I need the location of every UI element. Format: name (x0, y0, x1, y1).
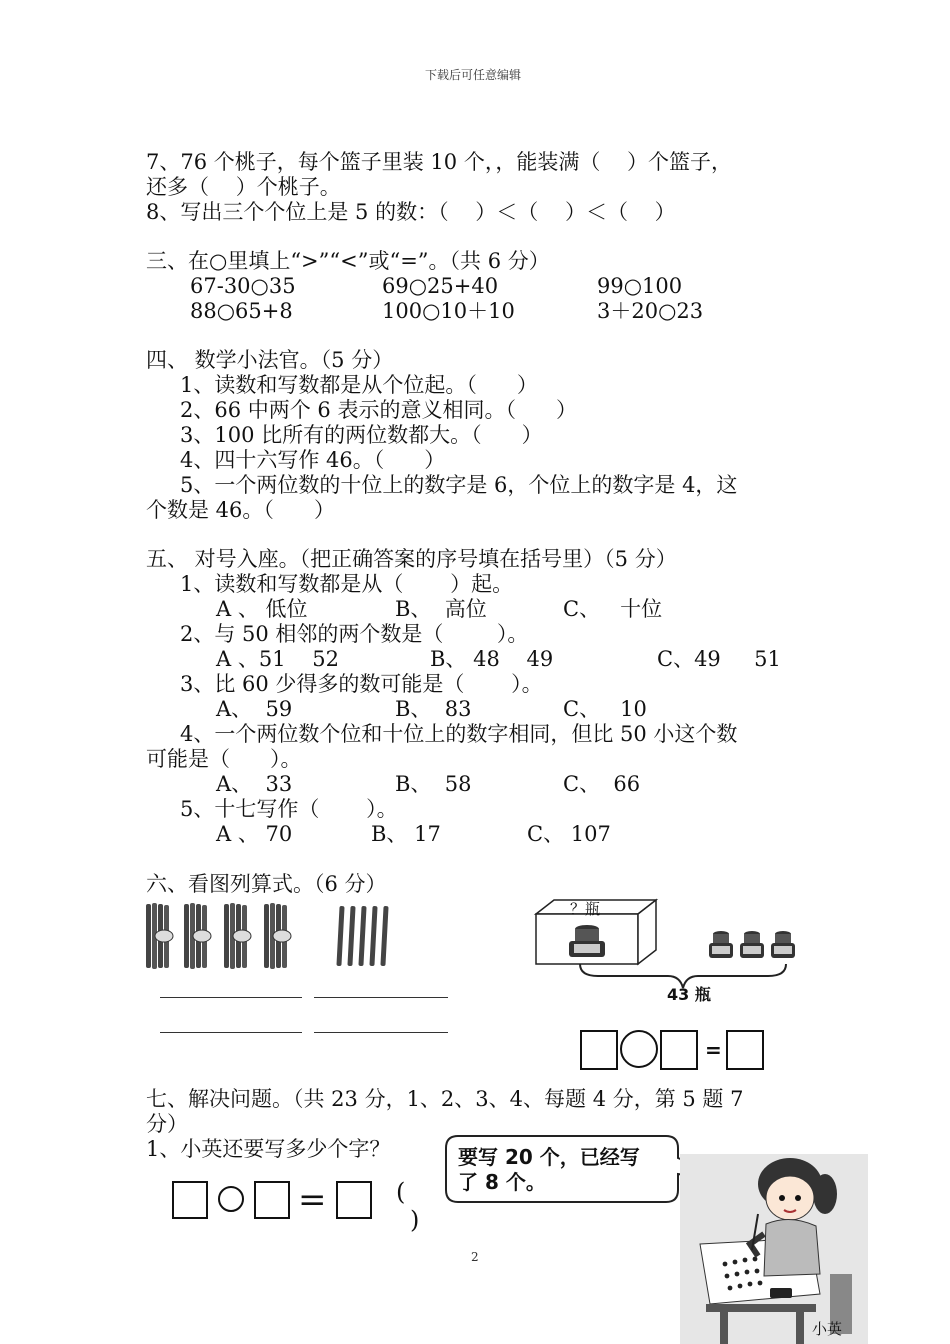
paren-close: ) (410, 1206, 420, 1234)
question-7-line1: 7、76 个桃子，每个篮子里装 10 个，，能装满（ ）个篮子， (146, 150, 733, 174)
choice-option: C、 十位 (563, 597, 663, 621)
choice-option: B、 高位 (395, 597, 487, 621)
section-7-title-continued: 分） (146, 1112, 188, 1136)
answer-box[interactable] (726, 1030, 764, 1070)
choice-option: B、 83 (395, 697, 472, 721)
stick-bundle-icon (184, 903, 211, 969)
answer-blank[interactable] (160, 997, 302, 998)
ink-bottle-icon (740, 931, 764, 958)
choice-question-continued: 可能是（ ）。 (146, 747, 302, 771)
girl-name-label: 小英 (812, 1320, 843, 1338)
judge-item: 2、66 中两个 6 表示的意义相同。（ ） (180, 398, 578, 422)
stick-bundle-icon (264, 903, 291, 969)
answer-blank[interactable] (160, 1032, 302, 1033)
ink-bottle-icon (771, 931, 795, 958)
judge-item: 1、读数和写数都是从个位起。（ ） (180, 373, 538, 397)
choice-option: A 、 低位 (216, 597, 308, 621)
bubble-text-line1: 要写 20 个，已经写 (458, 1145, 640, 1169)
choice-option: A 、51 52 (216, 647, 339, 671)
answer-blank[interactable] (314, 1032, 448, 1033)
choice-option: A 、 70 (216, 822, 293, 846)
choice-option: C、 10 (563, 697, 647, 721)
section-6-title: 六、看图列算式。（6 分） (146, 872, 387, 896)
choice-question: 4、一个两位数个位和十位上的数字相同，但比 50 小这个数 (180, 722, 738, 746)
compare-item: 88○65+8 (190, 299, 293, 323)
answer-box[interactable] (254, 1181, 290, 1219)
choice-question: 3、比 60 少得多的数可能是（ ）。 (180, 672, 543, 696)
choice-option: C、 107 (527, 822, 611, 846)
answer-box[interactable] (660, 1030, 698, 1070)
stick-bundles-image (142, 900, 302, 972)
choice-question: 5、十七写作（ ）。 (180, 797, 398, 821)
page-number: 2 (471, 1250, 479, 1264)
choice-option: A、 59 (216, 697, 293, 721)
answer-blank[interactable] (314, 997, 448, 998)
choice-question: 2、与 50 相邻的两个数是（ ）。 (180, 622, 529, 646)
judge-item-continued: 个数是 46。（ ） (146, 498, 335, 522)
answer-box[interactable] (580, 1030, 618, 1070)
compare-item: 100○10＋10 (382, 299, 515, 323)
section-4-title: 四、 数学小法官。（5 分） (146, 348, 394, 372)
paren-open: ( (396, 1178, 406, 1206)
operator-circle[interactable] (620, 1030, 658, 1068)
compare-item: 69○25+40 (382, 274, 499, 298)
choice-option: C、 66 (563, 772, 641, 796)
stick-bundle-icon (224, 903, 251, 969)
stick-bundle-icon (146, 903, 173, 969)
box-label: ？瓶 (570, 900, 601, 918)
judge-item: 5、一个两位数的十位上的数字是 6，个位上的数字是 4，这 (180, 473, 738, 497)
compare-item: 99○100 (597, 274, 683, 298)
choice-question: 1、读数和写数都是从（ ）起。 (180, 572, 514, 596)
answer-box[interactable] (336, 1181, 372, 1219)
compare-item: 3＋20○23 (597, 299, 704, 323)
answer-box[interactable] (172, 1181, 208, 1219)
choice-option: C、49 51 (657, 647, 781, 671)
question-7-line2: 还多（ ）个桃子。 (146, 175, 341, 199)
total-label: 43 瓶 (667, 985, 711, 1004)
judge-item: 4、四十六写作 46。（ ） (180, 448, 446, 472)
question-8: 8、写出三个个位上是 5 的数：（ ）＜（ ）＜（ ） (146, 200, 676, 224)
bubble-text-line2: 了 8 个。 (458, 1170, 546, 1194)
equals-sign: = (298, 1180, 327, 1220)
ink-bottle-icon (709, 931, 733, 958)
equals-sign: = (705, 1038, 722, 1062)
loose-sticks-icon (336, 904, 392, 968)
compare-item: 67-30○35 (190, 274, 296, 298)
section-5-title: 五、 对号入座。（把正确答案的序号填在括号里）（5 分） (146, 547, 677, 571)
section-3-title: 三、在○里填上“>”“<”或“=”。（共 6 分） (146, 249, 550, 273)
section-7-title: 七、解决问题。（共 23 分，1、2、3、4、每题 4 分，第 5 题 7 (146, 1087, 744, 1111)
operator-circle[interactable] (218, 1186, 244, 1212)
choice-option: B、 48 49 (430, 647, 554, 671)
choice-option: B、 17 (371, 822, 441, 846)
page-header: 下载后可任意编辑 (425, 68, 522, 82)
problem-1: 1、小英还要写多少个字？ (146, 1137, 391, 1161)
girl-writing-illustration (680, 1154, 868, 1344)
judge-item: 3、100 比所有的两位数都大。（ ） (180, 423, 543, 447)
choice-option: B、 58 (395, 772, 472, 796)
choice-option: A、 33 (216, 772, 293, 796)
three-bottles-icon (708, 928, 800, 962)
